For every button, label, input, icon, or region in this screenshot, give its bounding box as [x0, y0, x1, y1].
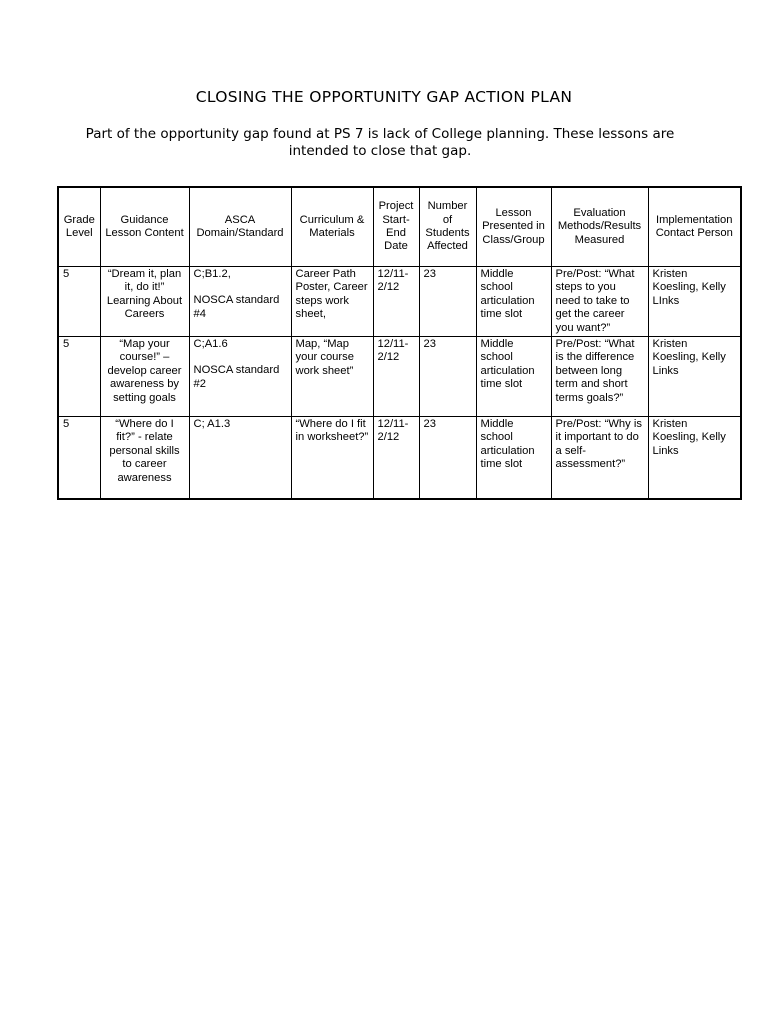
lesson-content-cell: “Map your course!” – develop career awareness by setting goals — [100, 337, 189, 417]
header-grade-level: Grade Level — [58, 187, 100, 267]
header-evaluation-methods: Evaluation Methods/Results Measured — [551, 187, 648, 267]
materials-cell: “Where do I fit in worksheet?” — [291, 417, 373, 499]
asca-code: C;A1.6 — [193, 338, 228, 351]
students-cell: 23 — [419, 417, 476, 499]
evaluation-cell: Pre/Post: “What steps to you need to take to get the career you want?” — [551, 267, 648, 337]
header-lesson-presented: Lesson Presented in Class/Group — [476, 187, 551, 267]
presented-cell: Middle school articulation time slot — [476, 337, 551, 417]
evaluation-cell: Pre/Post: “What is the difference between long term and short terms goals?” — [551, 337, 648, 417]
nosca-standard: NOSCA standard #2 — [193, 364, 280, 390]
asca-cell — [189, 417, 291, 499]
contact-cell: Kristen Koesling, Kelly LInks — [648, 267, 741, 337]
presented-cell: Middle school articulation time slot — [476, 267, 551, 337]
asca-cell — [189, 337, 291, 417]
nosca-standard: NOSCA standard #4 — [193, 294, 280, 320]
header-project-dates: Project Start-End Date — [373, 187, 419, 267]
dates-cell: 12/11-2/12 — [373, 337, 419, 417]
dates-cell: 12/11-2/12 — [373, 267, 419, 337]
header-curriculum-materials: Curriculum & Materials — [291, 187, 373, 267]
table-header-row — [58, 187, 741, 267]
header-contact-person: Implementation Contact Person — [648, 187, 741, 267]
materials-cell: Map, “Map your course work sheet” — [291, 337, 373, 417]
header-number-of-students: Number of Students Affected — [419, 187, 476, 267]
page-title: CLOSING THE OPPORTUNITY GAP ACTION PLAN — [195, 88, 573, 106]
presented-cell: Middle school articulation time slot — [476, 417, 551, 499]
header-guidance-lesson-content: Guidance Lesson Content — [100, 187, 189, 267]
asca-code: C;B1.2, — [193, 268, 231, 280]
grade-cell: 5 — [58, 267, 100, 337]
asca-code: C; A1.3 — [193, 418, 231, 431]
table-row — [58, 417, 741, 499]
students-cell: 23 — [419, 337, 476, 417]
materials-cell: Career Path Poster, Career steps work sheet, — [291, 267, 373, 337]
dates-cell: 12/11-2/12 — [373, 417, 419, 499]
table-row — [58, 337, 741, 417]
asca-cell — [189, 267, 291, 337]
table-row — [58, 267, 741, 337]
intro-paragraph: Part of the opportunity gap found at PS 7 is lack of College planning. These lessons are intended to close that gap. — [85, 126, 675, 159]
students-cell: 23 — [419, 267, 476, 337]
grade-cell: 5 — [58, 337, 100, 417]
grade-cell: 5 — [58, 417, 100, 499]
evaluation-cell: Pre/Post: “Why is it important to do a self-assessment?” — [551, 417, 648, 499]
header-asca-domain: ASCA Domain/Standard — [189, 187, 291, 267]
contact-cell: Kristen Koesling, Kelly Links — [648, 337, 741, 417]
lesson-content-cell: “Dream it, plan it, do it!” Learning About Careers — [100, 267, 189, 337]
contact-cell: Kristen Koesling, Kelly Links — [648, 417, 741, 499]
action-plan-table — [57, 186, 742, 500]
lesson-content-cell: “Where do I fit?” - relate personal skills to career awareness — [100, 417, 189, 499]
